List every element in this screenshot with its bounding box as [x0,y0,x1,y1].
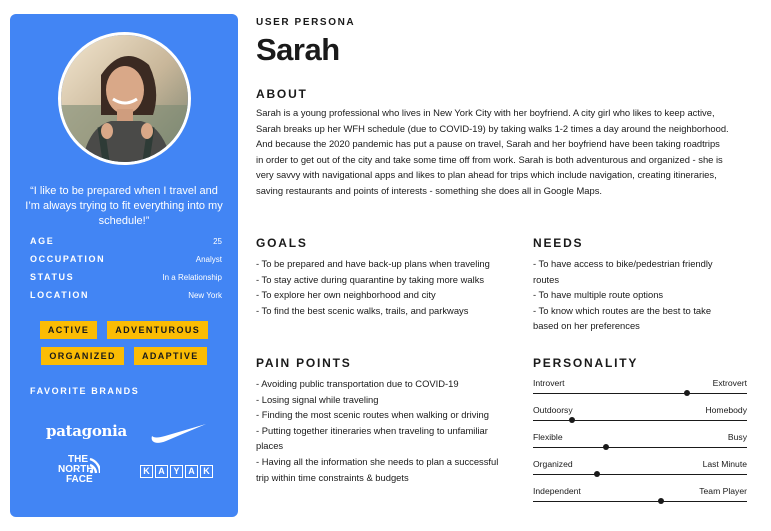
list-item: - Avoiding public transportation due to COVID-19 [256,378,459,389]
about-line: Sarah is a young professional who lives in New York City with her boyfriend. A city girl who likes to keep active, [256,107,715,118]
list-item: - To be prepared and have back-up plans when traveling [256,258,490,269]
pain-points-list [256,376,526,485]
tag-organized: ORGANIZED [41,347,124,365]
fact-location [30,290,222,308]
kayak-letter: K [140,465,153,478]
goals-title: GOALS [256,236,308,250]
personality-title: PERSONALITY [533,356,639,370]
slider-track [533,420,747,421]
goals-list [256,256,521,318]
slider-marker [569,417,575,423]
tnf-arcs-icon [54,455,100,493]
list-item: - Losing signal while traveling [256,393,379,405]
tag-active: ACTIVE [40,321,97,339]
fact-label: LOCATION [30,290,90,300]
persona-name: Sarah [256,32,340,67]
avatar-photo [61,35,191,165]
list-item: - Finding the most scenic routes when walking or driving [256,409,489,421]
about-line: very savvy with navigational apps and likes to plan ahead for trips which include navigation, creating itineraries, [256,169,717,181]
list-item: places [256,440,284,452]
slider-right-label: Busy [727,432,747,442]
brands-title: FAVORITE BRANDS [30,386,140,396]
personality-sliders [533,378,747,513]
pain-points-title: PAIN POINTS [256,356,352,370]
slider-track [533,393,747,394]
persona-facts [30,236,222,308]
slider-marker [603,444,609,450]
tnf-line-1: THE [68,454,88,465]
patagonia-logo: patagonia [46,422,127,440]
persona-quote: “I like to be prepared when I travel and I’m always trying to fit everything into my schedule!” [25,185,223,227]
personality-slider [533,432,747,459]
tag-adventurous: ADVENTUROUS [107,321,208,339]
needs-list [533,256,753,334]
slider-marker [684,390,690,396]
kayak-letter: K [200,465,213,478]
kayak-letter: A [155,465,168,478]
fact-value: Analyst [195,255,222,264]
nike-swoosh-logo [148,418,208,446]
slider-right-label: Last Minute [702,459,747,469]
slider-left-label: Introvert [533,378,565,388]
about-line: in order to get out of the city and take some time off from work. Sarah is both adventurous and organized - she is [256,153,723,165]
list-item: - To stay active during quarantine by taking more walks [256,273,485,285]
persona-card [10,14,238,517]
tnf-line-3: FACE [66,474,93,485]
about-line: And because the 2020 pandemic has put a pause on travel, Sarah and her boyfriend have been taking roadtrips [256,138,720,150]
list-item: - To have access to bike/pedestrian friendly [533,258,713,269]
list-item: - To find the best scenic walks, trails, and parkways [256,304,469,316]
page-eyebrow: USER PERSONA [256,17,356,28]
fact-age [30,236,222,254]
list-item: - To explore her own neighborhood and city [256,289,436,301]
kayak-letter: Y [170,465,183,478]
fact-value: In a Relationship [162,273,222,282]
list-item: - To have multiple route options [533,289,664,301]
personality-slider [533,405,747,432]
list-item: - Having all the information she needs to plan a successful [256,455,499,467]
avatar [58,32,191,165]
slider-left-label: Organized [533,459,573,469]
slider-right-label: Extrovert [712,378,747,388]
fact-label: AGE [30,236,55,246]
about-line: Sarah breaks up her WFH schedule (due to COVID-19) by taking walks 1-2 times a day around the neighborhood. [256,122,729,134]
fact-value: 25 [213,237,222,246]
fact-label: OCCUPATION [30,254,106,264]
list-item: routes [533,273,560,285]
personality-slider [533,486,747,513]
slider-marker [594,471,600,477]
trait-tags [10,321,238,373]
tag-adaptive: ADAPTIVE [134,347,207,365]
slider-right-label: Homebody [705,405,747,415]
slider-track [533,447,747,448]
personality-slider [533,378,747,405]
fact-value: New York [188,291,222,300]
fact-label: STATUS [30,272,75,282]
about-line: saving restaurants and points of interests - something she does all in Google Maps. [256,184,603,196]
fact-status [30,272,222,290]
slider-left-label: Flexible [533,432,563,442]
the-north-face-logo [54,455,100,493]
needs-title: NEEDS [533,236,584,250]
fact-occupation [30,254,222,272]
personality-slider [533,459,747,486]
kayak-letter: A [185,465,198,478]
slider-marker [658,498,664,504]
kayak-logo [140,465,213,478]
list-item: - To know which routes are the best to take [533,304,712,316]
slider-left-label: Independent [533,486,581,496]
list-item: based on her preferences [533,320,640,332]
tnf-line-2: NORTH [58,464,94,475]
slider-left-label: Outdoorsy [533,405,573,415]
slider-track [533,474,747,475]
list-item: - Putting together itineraries when traveling to unfamiliar [256,424,488,436]
list-item: trip within time constraints & budgets [256,471,409,483]
slider-right-label: Team Player [699,486,747,496]
slider-track [533,501,747,502]
about-text [256,105,756,199]
about-title: ABOUT [256,87,308,101]
